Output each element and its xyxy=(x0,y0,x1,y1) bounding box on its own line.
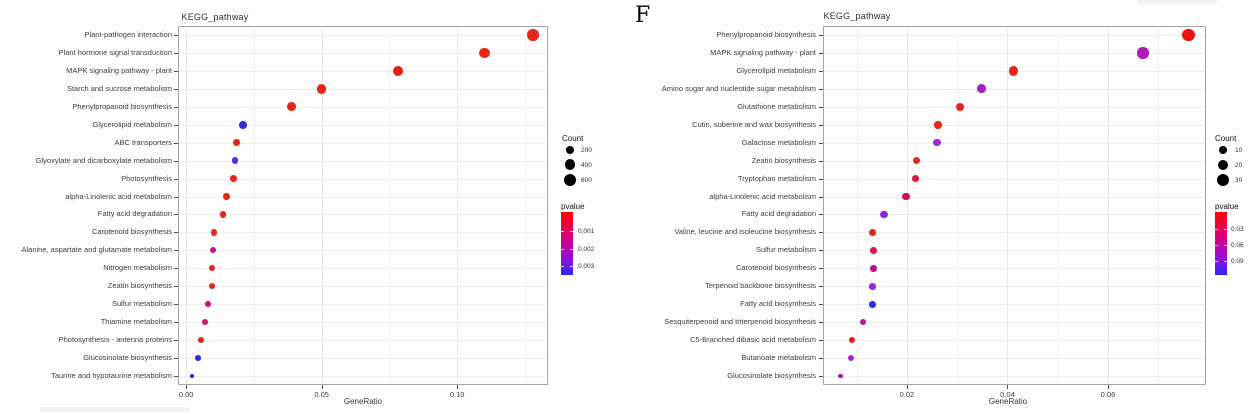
y-axis-label: Thiamine metabolism xyxy=(100,317,172,327)
gridline-row xyxy=(824,161,1205,162)
y-axis-label: Galactose metabolism xyxy=(741,137,816,147)
gridline-row xyxy=(179,107,547,108)
pvalue-colorbar-tick xyxy=(570,266,573,267)
gridline-row xyxy=(179,89,547,90)
data-point xyxy=(934,121,942,129)
gridline-row xyxy=(824,143,1205,144)
gridline-minor xyxy=(1058,27,1059,384)
gridline-major xyxy=(457,27,458,384)
data-point xyxy=(1137,47,1148,58)
pvalue-colorbar-tick xyxy=(570,249,573,250)
data-point xyxy=(870,265,877,272)
y-axis-label: alpha-Linolenic acid metabolism xyxy=(709,191,816,201)
pvalue-legend-label: 0.06 xyxy=(1231,241,1244,249)
data-point xyxy=(849,337,855,343)
gridline-row xyxy=(179,358,547,359)
pvalue-colorbar-tick xyxy=(561,266,564,267)
data-point xyxy=(220,211,227,218)
y-tick xyxy=(819,376,823,377)
y-axis-label: Amino sugar and nucleotide sugar metabolism xyxy=(661,83,816,93)
y-tick xyxy=(174,304,178,305)
y-axis-label: Valine, leucine and isoleucine biosynthesis xyxy=(674,227,816,237)
pvalue-colorbar-tick xyxy=(1224,245,1227,246)
gridline-row xyxy=(824,125,1205,126)
count-legend-label: 600 xyxy=(581,177,592,184)
gridline-row xyxy=(824,322,1205,323)
y-tick xyxy=(819,358,823,359)
y-axis-label: Butanoate metabolism xyxy=(741,353,816,363)
pvalue-legend-label: 0.09 xyxy=(1231,257,1244,265)
data-point xyxy=(848,355,854,361)
y-tick xyxy=(819,35,823,36)
pvalue-colorbar-tick xyxy=(570,231,573,232)
gridline-row xyxy=(179,232,547,233)
y-tick xyxy=(819,322,823,323)
y-tick xyxy=(819,143,823,144)
data-point xyxy=(233,139,240,146)
y-axis-label: Glucosinolate biosynthesis xyxy=(727,371,816,381)
y-axis-label: Terpenoid backbone biosynthesis xyxy=(705,281,816,291)
data-point xyxy=(1009,66,1019,76)
gridline-major xyxy=(186,27,187,384)
chart-title-left: KEGG_pathway xyxy=(181,12,249,22)
x-tick-label: 0.04 xyxy=(1000,390,1015,399)
y-axis-label: Plant-pathogen interaction xyxy=(84,29,172,39)
gridline-row xyxy=(179,35,547,36)
y-axis-label: Plant hormone signal transduction xyxy=(58,47,172,57)
gridline-row xyxy=(179,268,547,269)
y-axis-label: Fatty acid biosynthesis xyxy=(740,299,816,309)
gridline-row xyxy=(824,179,1205,180)
y-axis-label: MAPK signaling pathway - plant xyxy=(66,65,172,75)
count-legend-title: Count xyxy=(1215,134,1237,143)
gridline-row xyxy=(824,286,1205,287)
y-axis-label: Glycerolipid metabolism xyxy=(92,119,172,129)
gridline-row xyxy=(179,304,547,305)
y-tick xyxy=(174,89,178,90)
y-tick xyxy=(174,358,178,359)
gridline-row xyxy=(824,268,1205,269)
watermark-artifact-top-right xyxy=(1137,0,1217,5)
x-tick-label: 0.05 xyxy=(314,390,329,399)
y-axis-label: ABC transporters xyxy=(114,137,172,147)
y-axis-label: Carotenoid biosynthesis xyxy=(91,227,172,237)
data-point xyxy=(977,84,986,93)
y-axis-label: MAPK signaling pathway - plant xyxy=(710,47,816,57)
y-tick xyxy=(819,89,823,90)
x-axis-title-right: GeneRatio xyxy=(988,397,1028,406)
data-point xyxy=(902,193,909,200)
count-legend-dot xyxy=(1218,160,1228,170)
y-tick xyxy=(819,340,823,341)
y-axis-label: Tryptophan metabolism xyxy=(737,173,816,183)
pvalue-colorbar-tick xyxy=(561,249,564,250)
count-legend-label: 20 xyxy=(1235,161,1243,169)
gridline-row xyxy=(179,125,547,126)
count-legend-dot xyxy=(565,159,575,169)
count-legend-label: 200 xyxy=(581,147,592,154)
y-axis-label: Phenylpropanoid biosynthesis xyxy=(716,29,816,39)
data-point xyxy=(870,247,877,254)
x-tick-label: 0.00 xyxy=(178,390,194,399)
gridline-row xyxy=(824,376,1205,377)
data-point xyxy=(1182,29,1195,42)
y-axis-label: Fatty acid degradation xyxy=(97,209,172,219)
pvalue-colorbar-tick xyxy=(1215,261,1218,262)
y-axis-label: Zeatin biosynthesis xyxy=(107,281,172,291)
count-legend-dot xyxy=(564,174,576,186)
gridline-row xyxy=(824,340,1205,341)
y-tick xyxy=(174,250,178,251)
y-tick xyxy=(174,322,178,323)
y-axis-label: Phenylpropanoid biosynthesis xyxy=(72,101,172,111)
y-axis-label: Sesquiterpenoid and triterpenoid biosynthesis xyxy=(664,317,816,327)
data-point xyxy=(956,103,964,111)
y-tick xyxy=(174,71,178,72)
y-tick xyxy=(819,250,823,251)
y-axis-label: Fatty acid degradation xyxy=(741,209,816,219)
y-axis-label: C5-Branched dibasic acid metabolism xyxy=(690,335,816,345)
x-tick-label: 0.02 xyxy=(899,390,915,399)
gridline-row xyxy=(179,53,547,54)
gridline-major xyxy=(907,27,908,384)
y-axis-label: Sulfur metabolism xyxy=(755,245,816,255)
y-axis-label: Carotenoid biosynthesis xyxy=(735,263,816,273)
pvalue-legend-label: 0.002 xyxy=(578,245,595,253)
gridline-row xyxy=(824,197,1205,198)
gridline-row xyxy=(179,376,547,377)
count-legend-title: Count xyxy=(562,134,584,143)
y-tick xyxy=(174,214,178,215)
x-tick xyxy=(1108,385,1109,389)
data-point xyxy=(869,229,876,236)
y-tick xyxy=(819,125,823,126)
pvalue-legend-label: 0.001 xyxy=(578,227,595,235)
gridline-row xyxy=(824,107,1205,108)
plot-panel xyxy=(178,26,548,385)
y-tick xyxy=(174,107,178,108)
gridline-row xyxy=(824,89,1205,90)
gridline-major xyxy=(1007,27,1008,384)
pvalue-colorbar-tick xyxy=(1215,245,1218,246)
y-axis-label: Photosynthesis - antenna proteins xyxy=(58,335,172,345)
pvalue-colorbar-tick xyxy=(561,231,564,232)
gridline-row xyxy=(179,197,547,198)
gridline-major xyxy=(1108,27,1109,384)
gridline-row xyxy=(824,358,1205,359)
y-tick xyxy=(174,35,178,36)
gridline-row xyxy=(179,250,547,251)
x-axis-title-left: GeneRatio xyxy=(343,397,383,406)
data-point xyxy=(317,84,326,93)
x-tick xyxy=(907,385,908,389)
data-point xyxy=(860,319,866,325)
data-point xyxy=(527,29,538,40)
data-point xyxy=(880,211,887,218)
gridline-minor xyxy=(525,27,526,384)
count-legend-dot xyxy=(566,146,575,155)
x-tick xyxy=(1007,385,1008,389)
gridline-row xyxy=(824,35,1205,36)
gridline-minor xyxy=(254,27,255,384)
gridline-row xyxy=(179,214,547,215)
x-tick-label: 0.06 xyxy=(1100,390,1116,399)
y-tick xyxy=(819,197,823,198)
gridline-minor xyxy=(389,27,390,384)
y-axis-label: Zeatin biosynthesis xyxy=(751,155,816,165)
x-tick-label: 0.10 xyxy=(449,390,465,399)
y-axis-label: Nitrogen metabolism xyxy=(103,263,172,273)
count-legend-label: 400 xyxy=(581,161,592,169)
gridline-row xyxy=(179,286,547,287)
panel-letter-F: F xyxy=(635,3,651,28)
y-tick xyxy=(819,161,823,162)
y-axis-label: Sulfur metabolism xyxy=(111,299,172,309)
y-axis-label: Glutathione metabolism xyxy=(737,101,816,111)
y-tick xyxy=(174,376,178,377)
y-axis-label: Photosynthesis xyxy=(121,173,172,183)
y-axis-label: alpha-Linolenic acid metabolism xyxy=(65,191,172,201)
pvalue-colorbar-tick xyxy=(1224,261,1227,262)
y-axis-label: Glyoxylate and dicarboxylate metabolism xyxy=(35,155,172,165)
y-tick xyxy=(819,286,823,287)
pvalue-legend-label: 0.003 xyxy=(578,262,595,270)
y-tick xyxy=(174,125,178,126)
y-tick xyxy=(174,161,178,162)
y-tick xyxy=(819,107,823,108)
pvalue-legend-title: pvalue xyxy=(1215,202,1239,211)
gridline-row xyxy=(824,250,1205,251)
y-tick xyxy=(174,53,178,54)
y-tick xyxy=(174,197,178,198)
pvalue-colorbar xyxy=(1215,212,1227,275)
data-point xyxy=(869,283,876,290)
pvalue-legend-title: pvalue xyxy=(561,202,585,211)
count-legend-dot xyxy=(1219,146,1227,154)
y-axis-label: Taurine and hypotaurine metabolism xyxy=(51,371,172,381)
gridline-row xyxy=(179,322,547,323)
gridline-minor xyxy=(1158,27,1159,384)
data-point xyxy=(211,229,217,235)
y-tick xyxy=(819,179,823,180)
data-point xyxy=(479,48,490,59)
x-tick xyxy=(322,385,323,389)
data-point xyxy=(223,193,230,200)
data-point xyxy=(239,121,247,129)
y-tick xyxy=(819,71,823,72)
y-tick xyxy=(174,286,178,287)
pvalue-colorbar-tick xyxy=(1215,229,1218,230)
y-axis-label: Glucosinolate biosynthesis xyxy=(83,353,172,363)
data-point xyxy=(393,66,403,76)
y-tick xyxy=(819,214,823,215)
data-point xyxy=(198,337,204,343)
y-tick xyxy=(819,53,823,54)
data-point xyxy=(869,301,876,308)
y-tick xyxy=(174,179,178,180)
x-tick xyxy=(457,385,458,389)
y-tick xyxy=(819,268,823,269)
gridline-row xyxy=(824,304,1205,305)
y-axis-label: Glycerolipid metabolism xyxy=(736,65,816,75)
y-tick xyxy=(174,232,178,233)
x-tick xyxy=(186,385,187,389)
pvalue-legend-label: 0.03 xyxy=(1231,226,1244,233)
count-legend-dot xyxy=(1217,174,1229,186)
gridline-row xyxy=(179,340,547,341)
y-axis-label: Cutin, suberine and wax biosynthesis xyxy=(692,119,816,129)
gridline-row xyxy=(179,71,547,72)
pvalue-colorbar-tick xyxy=(1224,229,1227,230)
y-axis-label: Alanine, aspartate and glutamate metabolism xyxy=(21,245,172,255)
data-point xyxy=(195,355,201,361)
plot-panel xyxy=(823,26,1206,385)
count-legend-label: 30 xyxy=(1235,177,1243,184)
y-tick xyxy=(819,304,823,305)
data-point xyxy=(230,175,237,182)
watermark-artifact-bottom-left xyxy=(40,407,190,412)
chart-title-right: KEGG_pathway xyxy=(823,11,891,21)
gridline-minor xyxy=(857,27,858,384)
count-legend-label: 10 xyxy=(1235,147,1243,154)
y-tick xyxy=(174,143,178,144)
y-axis-label: Starch and sucrose metabolism xyxy=(66,83,172,93)
gridline-minor xyxy=(957,27,958,384)
y-tick xyxy=(174,268,178,269)
data-point xyxy=(232,157,239,164)
gridline-row xyxy=(824,232,1205,233)
y-tick xyxy=(174,340,178,341)
gridline-major xyxy=(322,27,323,384)
y-tick xyxy=(819,232,823,233)
